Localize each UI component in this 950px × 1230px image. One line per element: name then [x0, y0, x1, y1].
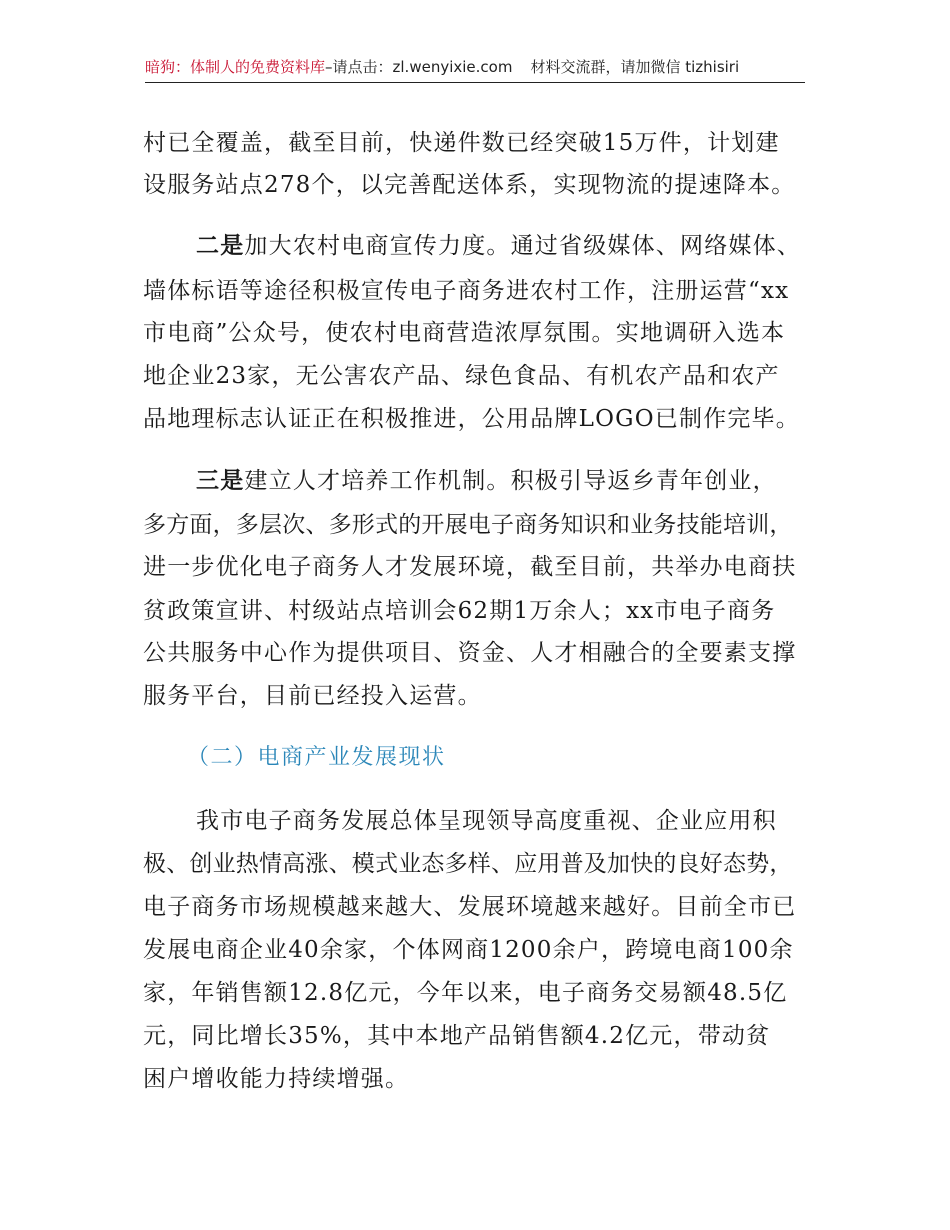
- header-link[interactable]: –请点击：zl.wenyixie.com: [325, 58, 513, 76]
- paragraph-2-line-4: 地企业23家，无公害农产品、绿色食品、有机农产品和农产: [143, 363, 780, 389]
- header-site-label: 暗狗：体制人的免费资料库: [145, 58, 326, 76]
- paragraph-4-line-4: 发展电商企业40余家，个体网商1200余户，跨境电商100余: [143, 937, 794, 963]
- paragraph-2-line-1-text: 加大农村电商宣传力度。通过省级媒体、网络媒体、: [244, 233, 802, 259]
- paragraph-4-line-6: 元，同比增长35%，其中本地产品销售额4.2亿元，带动贫: [143, 1023, 771, 1049]
- paragraph-4-line-1: 我市电子商务发展总体呈现领导高度重视、企业应用积: [196, 808, 777, 834]
- paragraph-4-line-5: 家，年销售额12.8亿元，今年以来，电子商务交易额48.5亿: [143, 980, 788, 1006]
- paragraph-2-line-2: 墙体标语等途径积极宣传电子商务进农村工作，注册运营“xx: [143, 278, 790, 304]
- paragraph-1-line-2: 设服务站点278个，以完善配送体系，实现物流的提速降本。: [143, 172, 796, 198]
- paragraph-4-line-7: 困户增收能力持续增强。: [143, 1066, 410, 1092]
- paragraph-3-line-1: [196, 466, 777, 496]
- paragraph-4-line-3: 电子商务市场规模越来越大、发展环境越来越好。目前全市已: [143, 894, 797, 920]
- paragraph-3-line-1-text: 建立人才培养工作机制。积极引导返乡青年创业，: [244, 468, 777, 494]
- paragraph-2-line-1: [196, 231, 801, 261]
- paragraph-3-lead: 三是: [196, 467, 245, 494]
- paragraph-2-line-5: 品地理标志认证正在积极推进，公用品牌LOGO已制作完毕。: [143, 406, 800, 432]
- header-group-info: 材料交流群，请加微信 tizhisiri: [530, 58, 740, 76]
- paragraph-4-line-2: 极、创业热情高涨、模式业态多样、应用普及加快的良好态势，: [143, 851, 793, 877]
- paragraph-1-line-1: 村已全覆盖，截至目前，快递件数已经突破15万件，计划建: [143, 130, 780, 156]
- paragraph-3-line-4: 贫政策宣讲、村级站点培训会62期1万余人；xx市电子商务: [143, 598, 776, 624]
- paragraph-2-line-3: 市电商”公众号，使农村电商营造浓厚氛围。实地调研入选本: [143, 320, 786, 346]
- page-header: [145, 56, 805, 83]
- paragraph-3-line-6: 服务平台，目前已经投入运营。: [143, 683, 482, 709]
- section-heading: （二）电商产业发展现状: [187, 745, 446, 770]
- paragraph-3-line-3: 进一步优化电子商务人才发展环境，截至目前，共举办电商扶: [143, 554, 797, 580]
- paragraph-3-line-5: 公共服务中心作为提供项目、资金、人才相融合的全要素支撑: [143, 640, 797, 666]
- paragraph-3-line-2: 多方面，多层次、多形式的开展电子商务知识和业务技能培训，: [143, 512, 793, 538]
- paragraph-2-lead: 二是: [196, 232, 245, 259]
